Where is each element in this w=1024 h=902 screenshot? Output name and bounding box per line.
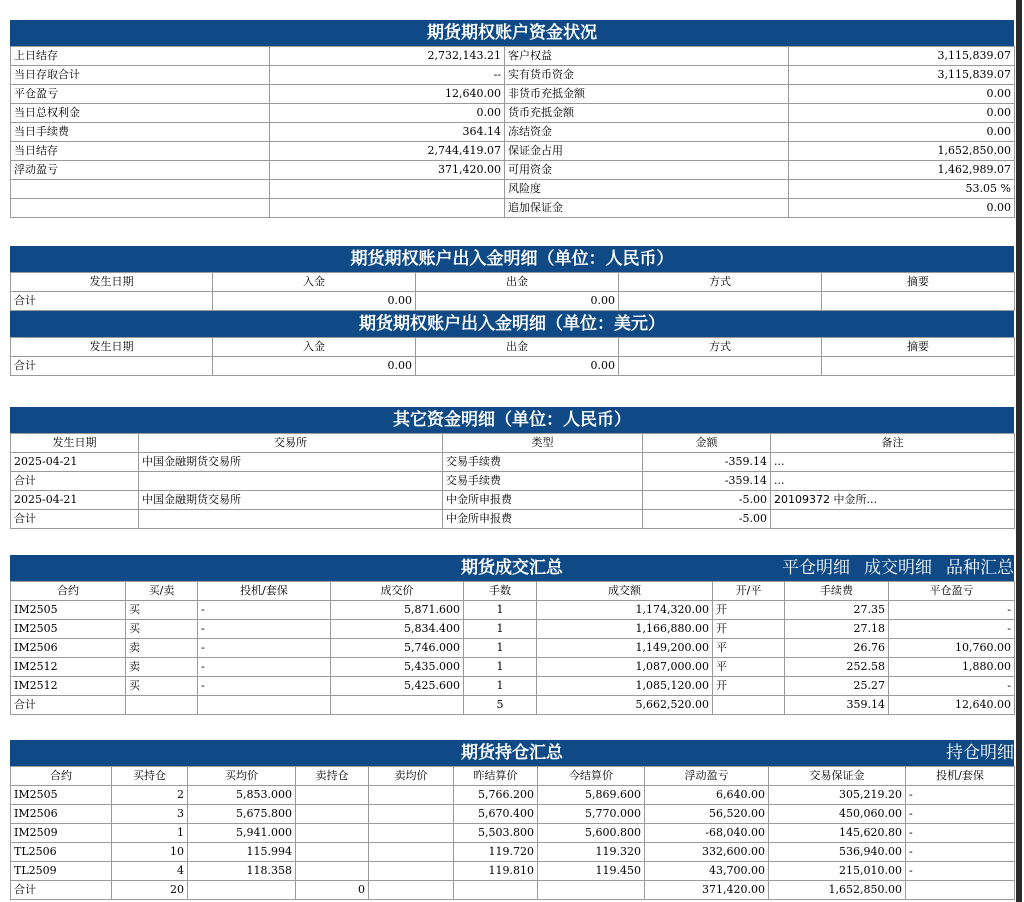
table-cell [619, 357, 822, 376]
window-edge [1016, 0, 1022, 902]
table-cell: 合计 [11, 881, 112, 900]
table-cell: - [889, 601, 1015, 620]
table-cell: - [198, 601, 331, 620]
positions-section [10, 740, 1014, 900]
table-cell: IM2512 [11, 677, 126, 696]
table-cell: - [198, 639, 331, 658]
column-header: 发生日期 [11, 434, 139, 453]
column-header: 开/平 [713, 582, 785, 601]
table-cell: 56,520.00 [645, 805, 769, 824]
table-cell: 20 [112, 881, 188, 900]
table-cell: 可用资金 [505, 161, 789, 180]
table-cell: 0.00 [789, 104, 1015, 123]
table-row [11, 696, 1015, 715]
nav-link[interactable]: 成交明细 [864, 558, 932, 578]
table-cell: 5,871.600 [331, 601, 464, 620]
account-status-section [10, 20, 1014, 218]
table-cell: 当日结存 [11, 142, 270, 161]
table-cell: 10 [112, 843, 188, 862]
table-cell: 1,652,850.00 [769, 881, 906, 900]
table-cell: 1,087,000.00 [537, 658, 713, 677]
table-cell: 115.994 [188, 843, 296, 862]
table-cell [906, 881, 1015, 900]
table-cell: 1,174,320.00 [537, 601, 713, 620]
table-row [11, 161, 1015, 180]
table-cell: 5,662,520.00 [537, 696, 713, 715]
table-cell: 4 [112, 862, 188, 881]
cashflow-usd-title: 期货期权账户出入金明细（单位：美元） [10, 311, 1014, 337]
table-cell [771, 510, 1015, 529]
table-cell: 3 [112, 805, 188, 824]
table-cell: -68,040.00 [645, 824, 769, 843]
table-cell: - [906, 843, 1015, 862]
table-cell: 2 [112, 786, 188, 805]
column-header: 方式 [619, 273, 822, 292]
table-cell [454, 881, 538, 900]
table-cell: 风险度 [505, 180, 789, 199]
table-cell: 12,640.00 [889, 696, 1015, 715]
column-header: 出金 [416, 273, 619, 292]
table-row [11, 123, 1015, 142]
table-cell: 5,766.200 [454, 786, 538, 805]
account-status-title: 期货期权账户资金状况 [10, 20, 1014, 46]
table-cell: 53.05 % [789, 180, 1015, 199]
column-header: 入金 [213, 273, 416, 292]
account-status-table [10, 46, 1015, 218]
table-cell: 450,060.00 [769, 805, 906, 824]
table-cell: 0.00 [789, 85, 1015, 104]
table-cell: 平仓盈亏 [11, 85, 270, 104]
table-cell: 5,670.400 [454, 805, 538, 824]
table-cell: 332,600.00 [645, 843, 769, 862]
table-row [11, 639, 1015, 658]
table-cell [270, 199, 505, 218]
table-row [11, 786, 1015, 805]
column-header: 金额 [643, 434, 771, 453]
table-cell: IM2505 [11, 786, 112, 805]
table-cell: 0.00 [213, 292, 416, 311]
table-cell: 27.35 [785, 601, 889, 620]
table-cell: 1,166,880.00 [537, 620, 713, 639]
table-cell: 0.00 [270, 104, 505, 123]
table-cell [139, 472, 443, 491]
column-header: 今结算价 [538, 767, 645, 786]
table-cell: - [906, 786, 1015, 805]
table-cell: 当日存取合计 [11, 66, 270, 85]
table-cell: 5,853.000 [188, 786, 296, 805]
table-cell: 5,834.400 [331, 620, 464, 639]
column-header: 交易所 [139, 434, 443, 453]
table-row [11, 601, 1015, 620]
table-row [11, 180, 1015, 199]
table-cell: 1,880.00 [889, 658, 1015, 677]
table-cell: 合计 [11, 696, 126, 715]
table-cell: 卖 [126, 658, 198, 677]
table-cell: 1,085,120.00 [537, 677, 713, 696]
table-cell: - [198, 658, 331, 677]
table-row [11, 292, 1015, 311]
table-row [11, 805, 1015, 824]
column-header: 成交额 [537, 582, 713, 601]
table-cell: 1 [464, 601, 537, 620]
cashflow-cny-title: 期货期权账户出入金明细（单位：人民币） [10, 246, 1014, 272]
table-cell: 保证金占用 [505, 142, 789, 161]
table-row [11, 843, 1015, 862]
column-header: 昨结算价 [454, 767, 538, 786]
table-row [11, 453, 1015, 472]
table-cell: 5,746.000 [331, 639, 464, 658]
column-header: 类型 [443, 434, 643, 453]
column-header: 投机/套保 [198, 582, 331, 601]
table-cell: 买 [126, 601, 198, 620]
table-cell: 5,675.800 [188, 805, 296, 824]
table-cell: TL2509 [11, 862, 112, 881]
table-cell [188, 881, 296, 900]
cashflow-cny-table [10, 272, 1015, 311]
table-cell: 平 [713, 658, 785, 677]
column-header: 买均价 [188, 767, 296, 786]
trades-title-bar [10, 555, 1014, 581]
table-cell: 5,425.600 [331, 677, 464, 696]
table-cell: 1,652,850.00 [789, 142, 1015, 161]
table-cell: 26.76 [785, 639, 889, 658]
table-cell: 浮动盈亏 [11, 161, 270, 180]
table-cell: 客户权益 [505, 47, 789, 66]
table-cell: 145,620.80 [769, 824, 906, 843]
table-cell: 118.358 [188, 862, 296, 881]
table-row [11, 824, 1015, 843]
column-header: 发生日期 [11, 338, 213, 357]
table-cell: 0.00 [789, 123, 1015, 142]
column-header: 摘要 [822, 273, 1015, 292]
table-cell [369, 805, 454, 824]
column-header: 出金 [416, 338, 619, 357]
table-row [11, 862, 1015, 881]
table-cell [270, 180, 505, 199]
table-cell: 119.720 [454, 843, 538, 862]
table-row [11, 620, 1015, 639]
table-cell: 卖 [126, 639, 198, 658]
table-header-row [11, 767, 1015, 786]
table-cell: 5,770.000 [538, 805, 645, 824]
table-cell: 平 [713, 639, 785, 658]
table-cell: -5.00 [643, 491, 771, 510]
table-cell [296, 862, 369, 881]
table-cell: 3,115,839.07 [789, 66, 1015, 85]
table-cell: 43,700.00 [645, 862, 769, 881]
column-header: 发生日期 [11, 273, 213, 292]
table-cell [822, 357, 1015, 376]
table-cell [11, 199, 270, 218]
table-cell: 1 [464, 639, 537, 658]
trades-links [768, 555, 1014, 581]
table-row [11, 658, 1015, 677]
positions-table [10, 766, 1015, 900]
table-cell [369, 862, 454, 881]
table-row [11, 677, 1015, 696]
table-cell: 0 [296, 881, 369, 900]
column-header: 买/卖 [126, 582, 198, 601]
table-cell: 交易手续费 [443, 453, 643, 472]
table-cell: 上日结存 [11, 47, 270, 66]
table-cell: 364.14 [270, 123, 505, 142]
column-header: 卖持仓 [296, 767, 369, 786]
table-cell: 5,600.800 [538, 824, 645, 843]
other-funds-section [10, 407, 1014, 529]
trades-table [10, 581, 1015, 715]
column-header: 合约 [11, 582, 126, 601]
column-header: 摘要 [822, 338, 1015, 357]
table-cell: IM2506 [11, 805, 112, 824]
table-row [11, 104, 1015, 123]
column-header: 方式 [619, 338, 822, 357]
table-cell: 合计 [11, 510, 139, 529]
table-cell [369, 824, 454, 843]
table-cell: IM2512 [11, 658, 126, 677]
table-cell: 交易手续费 [443, 472, 643, 491]
cashflow-cny-section [10, 246, 1014, 376]
table-cell: - [198, 677, 331, 696]
table-row [11, 472, 1015, 491]
table-cell [11, 180, 270, 199]
column-header: 买持仓 [112, 767, 188, 786]
table-row [11, 199, 1015, 218]
table-cell [139, 510, 443, 529]
table-cell: 2025-04-21 [11, 491, 139, 510]
table-cell: 6,640.00 [645, 786, 769, 805]
table-cell [296, 805, 369, 824]
table-cell: 冻结资金 [505, 123, 789, 142]
table-cell: 0.00 [416, 357, 619, 376]
table-cell [296, 786, 369, 805]
table-cell: 1 [464, 620, 537, 639]
table-row [11, 510, 1015, 529]
table-cell: 非货币充抵金额 [505, 85, 789, 104]
table-cell: ... [771, 453, 1015, 472]
table-cell [369, 881, 454, 900]
trades-section [10, 555, 1014, 715]
table-cell: 25.27 [785, 677, 889, 696]
table-cell: 合计 [11, 357, 213, 376]
table-row [11, 66, 1015, 85]
table-cell: ... [771, 472, 1015, 491]
table-cell: 359.14 [785, 696, 889, 715]
table-cell: -359.14 [643, 472, 771, 491]
table-cell [369, 786, 454, 805]
positions-links [932, 740, 1014, 766]
table-cell: TL2506 [11, 843, 112, 862]
table-cell: 1,149,200.00 [537, 639, 713, 658]
table-cell: 中国金融期货交易所 [139, 491, 443, 510]
table-row [11, 85, 1015, 104]
table-cell: -- [270, 66, 505, 85]
table-cell: - [906, 805, 1015, 824]
table-cell [198, 696, 331, 715]
table-cell [822, 292, 1015, 311]
column-header: 手数 [464, 582, 537, 601]
table-header-row [11, 273, 1015, 292]
trades-title: 期货成交汇总 [461, 558, 563, 578]
table-cell [713, 696, 785, 715]
table-cell: 215,010.00 [769, 862, 906, 881]
table-cell: 中国金融期货交易所 [139, 453, 443, 472]
table-cell: 追加保证金 [505, 199, 789, 218]
table-cell: 305,219.20 [769, 786, 906, 805]
column-header: 成交价 [331, 582, 464, 601]
table-cell [126, 696, 198, 715]
table-cell: - [198, 620, 331, 639]
table-cell: 货币充抵金额 [505, 104, 789, 123]
table-cell: 119.810 [454, 862, 538, 881]
table-cell: 中金所申报费 [443, 510, 643, 529]
table-cell: 中金所申报费 [443, 491, 643, 510]
positions-title: 期货持仓汇总 [461, 743, 563, 763]
table-cell [296, 843, 369, 862]
table-cell: 当日总权利金 [11, 104, 270, 123]
table-cell: 371,420.00 [645, 881, 769, 900]
table-cell: 5,941.000 [188, 824, 296, 843]
column-header: 浮动盈亏 [645, 767, 769, 786]
column-header: 入金 [213, 338, 416, 357]
table-cell: - [889, 677, 1015, 696]
table-cell: - [906, 824, 1015, 843]
table-cell [538, 881, 645, 900]
table-cell [296, 824, 369, 843]
table-cell: 合计 [11, 472, 139, 491]
table-cell: 252.58 [785, 658, 889, 677]
table-cell: 开 [713, 677, 785, 696]
table-cell: 0.00 [213, 357, 416, 376]
table-header-row [11, 582, 1015, 601]
table-cell: 5 [464, 696, 537, 715]
table-cell: -359.14 [643, 453, 771, 472]
table-cell: IM2505 [11, 620, 126, 639]
table-cell: 买 [126, 677, 198, 696]
table-row [11, 142, 1015, 161]
table-cell: 10,760.00 [889, 639, 1015, 658]
table-cell: 371,420.00 [270, 161, 505, 180]
table-cell [331, 696, 464, 715]
column-header: 备注 [771, 434, 1015, 453]
table-cell: 5,503.800 [454, 824, 538, 843]
table-cell: 5,435.000 [331, 658, 464, 677]
positions-title-bar [10, 740, 1014, 766]
table-cell: - [906, 862, 1015, 881]
table-row [11, 881, 1015, 900]
table-cell: 536,940.00 [769, 843, 906, 862]
table-cell: 0.00 [789, 199, 1015, 218]
table-row [11, 357, 1015, 376]
table-cell: - [889, 620, 1015, 639]
nav-link[interactable]: 平仓明细 [782, 558, 850, 578]
table-cell: 0.00 [416, 292, 619, 311]
table-cell: IM2509 [11, 824, 112, 843]
table-cell: -5.00 [643, 510, 771, 529]
table-cell: IM2506 [11, 639, 126, 658]
table-cell: 119.320 [538, 843, 645, 862]
table-cell: 1 [112, 824, 188, 843]
table-row [11, 491, 1015, 510]
column-header: 交易保证金 [769, 767, 906, 786]
table-cell: 27.18 [785, 620, 889, 639]
table-cell: 20109372 中金所... [771, 491, 1015, 510]
other-funds-title: 其它资金明细（单位：人民币） [10, 407, 1014, 433]
column-header: 投机/套保 [906, 767, 1015, 786]
other-funds-table [10, 433, 1015, 529]
table-cell: 1 [464, 677, 537, 696]
column-header: 卖均价 [369, 767, 454, 786]
nav-link[interactable]: 品种汇总 [946, 558, 1014, 578]
table-cell [619, 292, 822, 311]
table-cell: 买 [126, 620, 198, 639]
table-row [11, 47, 1015, 66]
table-cell: 2025-04-21 [11, 453, 139, 472]
table-cell: IM2505 [11, 601, 126, 620]
table-cell: 5,869.600 [538, 786, 645, 805]
table-cell: 1,462,989.07 [789, 161, 1015, 180]
table-cell: 12,640.00 [270, 85, 505, 104]
table-cell: 119.450 [538, 862, 645, 881]
table-cell: 开 [713, 620, 785, 639]
table-header-row [11, 338, 1015, 357]
table-header-row [11, 434, 1015, 453]
column-header: 平仓盈亏 [889, 582, 1015, 601]
table-cell: 1 [464, 658, 537, 677]
nav-link[interactable]: 持仓明细 [946, 743, 1014, 763]
cashflow-usd-table [10, 337, 1015, 376]
table-cell: 合计 [11, 292, 213, 311]
table-cell: 当日手续费 [11, 123, 270, 142]
column-header: 手续费 [785, 582, 889, 601]
table-cell [369, 843, 454, 862]
table-cell: 实有货币资金 [505, 66, 789, 85]
table-cell: 2,744,419.07 [270, 142, 505, 161]
table-cell: 2,732,143.21 [270, 47, 505, 66]
table-cell: 3,115,839.07 [789, 47, 1015, 66]
table-cell: 开 [713, 601, 785, 620]
column-header: 合约 [11, 767, 112, 786]
